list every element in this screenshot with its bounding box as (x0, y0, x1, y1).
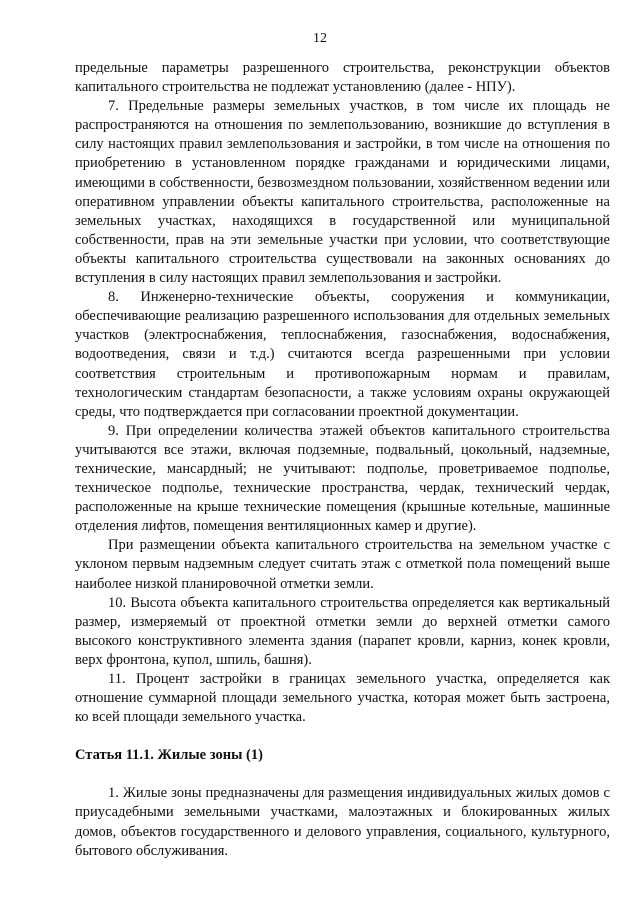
paragraph-10: 10. Высота объекта капитального строительства определяется как вертикальный размер, измеряемый от проектной отметки земли до верхней отметки самого высокого конструктивного элемента здания (парапет кровли, карниз, конек кровли, верх фронтона, купол, шпиль, башня). (75, 594, 610, 668)
paragraph-9-note: При размещении объекта капитального строительства на земельном участке с уклоном первым надземным следует считать этаж с отметкой пола помещений выше наиболее низкой планировочной отметки земли. (75, 537, 610, 592)
paragraph-11: 11. Процент застройки в границах земельного участка, определяется как отношение суммарной площади земельного участка, которая может быть застроена, ко всей площади земельного участка. (75, 671, 610, 726)
section-paragraph-1: 1. Жилые зоны предназначены для размещения индивидуальных жилых домов с приусадебными земельными участками, малоэтажных и блокированных жилых домов, объектов государственного и делового управления, социального, культурного, бытового обслуживания. (75, 785, 610, 859)
document-body (75, 59, 610, 861)
paragraph-7: 7. Предельные размеры земельных участков, в том числе их площадь не распространяются на отношения по землепользованию, возникшие до вступления в силу настоящих правил землепользования и застройки, в том числе на отношения по приобретению в установленном порядке гражданами и юридическими лицами, имеющими в собственности, безвозмездном пользовании, хозяйственном ведении или оперативном управлении объекты капитального строительства, расположенные на земельных участках, находящихся в государственной или муниципальной собственности, прав на эти земельные участки при условии, что соответствующие объекты капитального строительства существовали на законных основаниях до вступления в силу настоящих правил землепользования и застройки. (75, 98, 610, 287)
page-number: 12 (313, 31, 327, 46)
paragraph-8: 8. Инженерно-технические объекты, сооружения и коммуникации, обеспечивающие реализацию разрешенного использования для отдельных земельных участков (электроснабжения, теплоснабжения, газоснабжения, водоснабжения, водоотведения, связи и т.д.) считаются всегда разрешенными при условии соответствия строительным и противопожарным нормам и правилам, технологическим стандартам безопасности, а также условиям охраны окружающей среды, что подтверждается при согласовании проектной документации. (75, 289, 610, 420)
paragraph-9: 9. При определении количества этажей объектов капитального строительства учитываются все этажи, включая подземные, подвальный, цокольный, надземные, технические, мансардный; не учитывают: подполье, проветриваемое подполье, техническое подполье, технические пространства, чердак, технический чердак, расположенные на крыше технические помещения (крышные котельные, машинные отделения лифтов, помещения вентиляционных камер и другие). (75, 422, 610, 535)
paragraph-continuation: предельные параметры разрешенного строительства, реконструкции объектов капитального строительства не подлежат установлению (далее - НПУ). (75, 60, 610, 96)
section-heading: Статья 11.1. Жилые зоны (1) (75, 747, 263, 764)
